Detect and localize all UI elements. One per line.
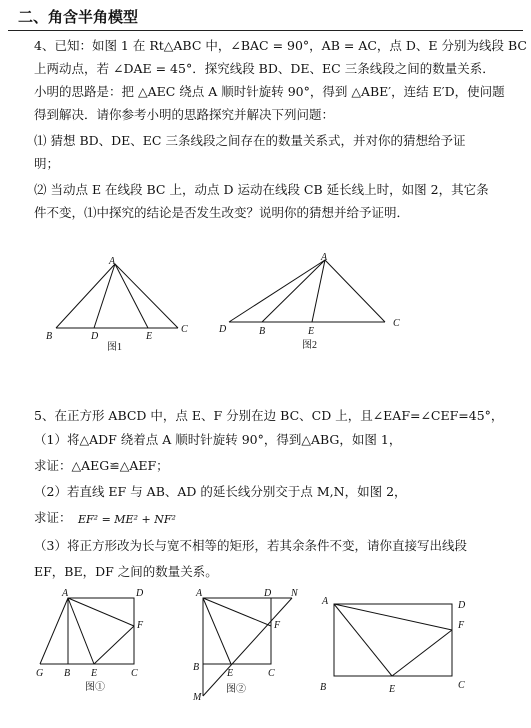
section-title: 二、角含半角模型 <box>18 8 139 26</box>
fig5-1-square <box>68 598 134 664</box>
fig2-ab <box>262 260 325 322</box>
fig5-2-label-e: E <box>227 668 234 679</box>
fig5-2-mn <box>203 598 292 696</box>
title-divider <box>8 30 523 31</box>
fig1-label-d: D <box>91 331 99 342</box>
fig5-1-ef <box>94 626 134 664</box>
fig5-3-label-d: D <box>458 600 466 611</box>
fig2-label-b: B <box>259 326 266 337</box>
fig2-label-a: A <box>321 252 328 263</box>
p4-figures <box>0 248 531 358</box>
p5-line-8: EF，BE，DF 之间的数量关系。 <box>34 564 218 579</box>
fig5-3-label-e: E <box>389 684 396 695</box>
p4-line-2: 上两动点，若 ∠DAE = 45°．探究线段 BD、DE、EC 三条线段之间的数量关系． <box>34 61 495 76</box>
fig1-caption: 图1 <box>107 342 122 353</box>
p5-line-2: （1）将△ADF 绕着点 A 顺时针旋转 90°，得到△ABG，如图 1， <box>34 432 402 447</box>
fig5-2-label-m: M <box>193 692 202 703</box>
fig1-label-c: C <box>181 324 188 335</box>
fig5-2-label-b: B <box>193 662 200 673</box>
p4-line-7: ⑵ 当动点 E 在线段 BC 上，动点 D 运动在线段 CB 延长线上时，如图 2，其它条 <box>34 182 489 197</box>
fig5-1-label-b: B <box>64 668 71 679</box>
p5-line-3: 求证：△AEG≌△AEF； <box>34 458 169 473</box>
fig1-ae <box>115 264 148 328</box>
fig5-2-label-a: A <box>196 588 203 599</box>
fig5-3-label-c: C <box>458 680 465 691</box>
fig5-1-label-c: C <box>131 668 138 679</box>
p5-line-4: （2）若直线 EF 与 AB、AD 的延长线分别交于点 M,N，如图 2， <box>34 484 407 499</box>
fig1-ad <box>94 264 115 328</box>
fig5-1-label-e: E <box>91 668 98 679</box>
fig5-1-label-g: G <box>36 668 44 679</box>
fig5-1-label-a: A <box>62 588 69 599</box>
p5-figures <box>0 584 531 728</box>
fig5-2-caption: 图② <box>226 684 246 695</box>
p4-line-6: 明； <box>34 156 60 171</box>
fig2-ad <box>229 260 325 322</box>
fig5-2-square <box>203 598 271 664</box>
fig5-3-rect <box>334 604 452 676</box>
fig5-3-ef <box>392 630 452 676</box>
fig5-1-caption: 图① <box>85 682 105 693</box>
fig5-2-label-n: N <box>291 588 298 599</box>
p5-line-1: 5、在正方形 ABCD 中，点 E、F 分别在边 BC、CD 上，且∠EAF=∠CEF=45°， <box>34 408 504 423</box>
fig5-3-label-a: A <box>322 596 329 607</box>
fig1-label-a: A <box>109 256 116 267</box>
fig2-label-c: C <box>393 318 400 329</box>
fig5-1-label-f: F <box>137 620 144 631</box>
p4-line-8: 件不变，⑴中探究的结论是否发生改变？说明你的猜想并给予证明． <box>34 205 410 220</box>
p4-line-3: 小明的思路是：把 △AEC 绕点 A 顺时针旋转 90°，得到 △ABE′，连结 E′D，使问题 <box>34 84 505 99</box>
fig5-2-label-c: C <box>268 668 275 679</box>
fig2-ac <box>325 260 385 322</box>
fig5-3-label-b: B <box>320 682 327 693</box>
fig2-label-e: E <box>308 326 315 337</box>
p5-formula: EF² = ME² + NF² <box>78 513 176 526</box>
fig2-label-d: D <box>219 324 227 335</box>
p4-line-4: 得到解决．请你参考小明的思路探究并解决下列问题： <box>34 107 335 122</box>
fig5-3-label-f: F <box>458 620 465 631</box>
fig1-label-e: E <box>146 331 153 342</box>
fig5-1-ag <box>40 598 68 664</box>
p4-line-1: 4、已知：如图 1 在 Rt△ABC 中，∠BAC = 90°，AB = AC，点 D、E 分别为线段 BC <box>34 38 527 53</box>
fig2-ae <box>312 260 325 322</box>
fig1-sides <box>56 264 178 328</box>
fig2-caption: 图2 <box>302 340 317 351</box>
fig5-2-label-f: F <box>274 620 281 631</box>
fig5-2-label-d: D <box>264 588 272 599</box>
fig5-1-label-d: D <box>136 588 144 599</box>
p5-line-5: 求证： <box>34 510 72 525</box>
fig1-label-b: B <box>46 331 53 342</box>
p4-line-5: ⑴ 猜想 BD、DE、EC 三条线段之间存在的数量关系式，并对你的猜想给予证 <box>34 133 466 148</box>
p5-line-7: （3）将正方形改为长与宽不相等的矩形，若其余条件不变，请你直接写出线段 <box>34 538 467 553</box>
